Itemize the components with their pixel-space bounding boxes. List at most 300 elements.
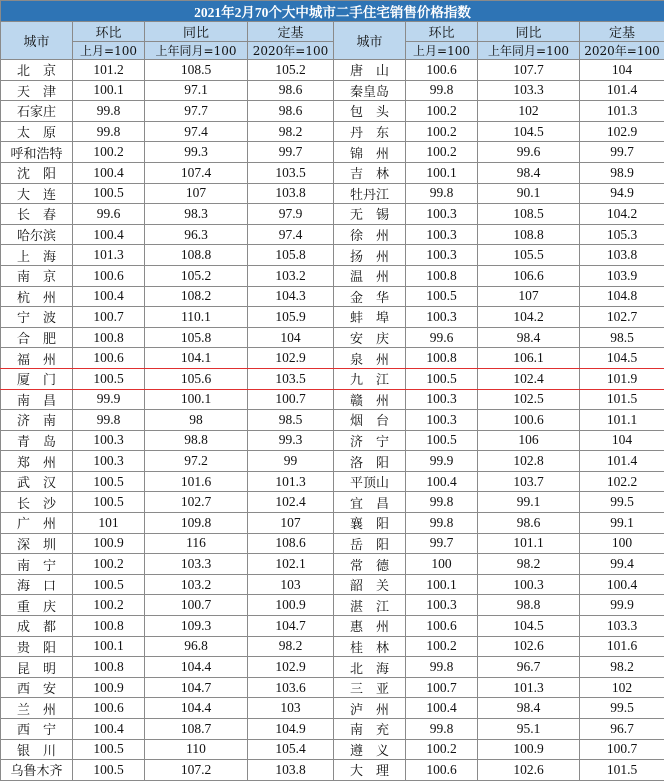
right-city-cell: 遵 义: [334, 739, 406, 760]
right-city-cell: 吉 林: [334, 162, 406, 183]
left-yoy-cell: 100.7: [145, 595, 248, 616]
left-fixed-cell: 98.6: [248, 101, 334, 122]
left-yoy-cell: 103.2: [145, 574, 248, 595]
left-city-cell: 济 南: [1, 410, 73, 431]
left-city-cell: 上 海: [1, 245, 73, 266]
right-city-cell: 锦 州: [334, 142, 406, 163]
left-city-cell: 石家庄: [1, 101, 73, 122]
right-yoy-cell: 107: [478, 286, 580, 307]
right-yoy-cell: 100.3: [478, 574, 580, 595]
left-fixed-cell: 103: [248, 698, 334, 719]
table-row: [1, 410, 664, 431]
right-mom-cell: 100.8: [406, 265, 478, 286]
right-city-cell: 九 江: [334, 368, 406, 389]
mom-subheader-right: 上月=100: [406, 42, 478, 60]
right-mom-cell: 100.3: [406, 224, 478, 245]
left-mom-cell: 100.8: [73, 327, 145, 348]
table-row: [1, 657, 664, 678]
left-fixed-cell: 103.8: [248, 183, 334, 204]
right-city-cell: 徐 州: [334, 224, 406, 245]
right-mom-cell: 99.8: [406, 492, 478, 513]
table-row: [1, 636, 664, 657]
left-mom-cell: 101.3: [73, 245, 145, 266]
left-yoy-cell: 96.8: [145, 636, 248, 657]
right-yoy-cell: 107.7: [478, 60, 580, 81]
left-mom-cell: 100.4: [73, 224, 145, 245]
left-fixed-cell: 100.9: [248, 595, 334, 616]
left-fixed-cell: 103.5: [248, 368, 334, 389]
table-row: [1, 739, 664, 760]
table-row: [1, 368, 664, 389]
table-row: [1, 348, 664, 369]
left-fixed-cell: 105.4: [248, 739, 334, 760]
left-yoy-cell: 108.5: [145, 60, 248, 81]
right-yoy-cell: 95.1: [478, 719, 580, 740]
right-yoy-cell: 105.5: [478, 245, 580, 266]
table-row: [1, 60, 664, 81]
right-mom-cell: 100.2: [406, 101, 478, 122]
left-yoy-cell: 109.8: [145, 513, 248, 534]
right-city-cell: 平顶山: [334, 471, 406, 492]
left-mom-cell: 100.7: [73, 307, 145, 328]
left-fixed-cell: 102.9: [248, 657, 334, 678]
right-mom-cell: 99.8: [406, 719, 478, 740]
left-yoy-cell: 109.3: [145, 616, 248, 637]
yoy-subheader-right: 上年同月=100: [478, 42, 580, 60]
table-row: [1, 101, 664, 122]
left-yoy-cell: 107.4: [145, 162, 248, 183]
right-city-cell: 宜 昌: [334, 492, 406, 513]
right-yoy-cell: 102.6: [478, 760, 580, 781]
right-fixed-cell: 99.7: [580, 142, 664, 163]
table-title: 2021年2月70个大中城市二手住宅销售价格指数: [1, 1, 664, 22]
yoy-header-right: 同比: [478, 22, 580, 42]
left-fixed-cell: 108.6: [248, 533, 334, 554]
right-mom-cell: 100.3: [406, 410, 478, 431]
right-fixed-cell: 99.5: [580, 698, 664, 719]
right-fixed-cell: 102.2: [580, 471, 664, 492]
right-city-cell: 洛 阳: [334, 451, 406, 472]
left-city-cell: 西 安: [1, 677, 73, 698]
right-city-cell: 桂 林: [334, 636, 406, 657]
left-fixed-cell: 103.6: [248, 677, 334, 698]
left-city-cell: 杭 州: [1, 286, 73, 307]
left-city-cell: 银 川: [1, 739, 73, 760]
left-yoy-cell: 98: [145, 410, 248, 431]
table-row: [1, 492, 664, 513]
right-city-cell: 赣 州: [334, 389, 406, 410]
yoy-header-left: 同比: [145, 22, 248, 42]
left-city-cell: 西 宁: [1, 719, 73, 740]
left-mom-cell: 100.1: [73, 636, 145, 657]
left-yoy-cell: 97.2: [145, 451, 248, 472]
right-city-cell: 秦皇岛: [334, 80, 406, 101]
left-fixed-cell: 98.2: [248, 636, 334, 657]
right-city-cell: 无 锡: [334, 204, 406, 225]
left-city-cell: 海 口: [1, 574, 73, 595]
table-row: [1, 451, 664, 472]
right-yoy-cell: 106.1: [478, 348, 580, 369]
left-fixed-cell: 98.2: [248, 121, 334, 142]
left-fixed-cell: 98.5: [248, 410, 334, 431]
left-mom-cell: 99.9: [73, 389, 145, 410]
left-mom-cell: 100.8: [73, 657, 145, 678]
left-fixed-cell: 97.4: [248, 224, 334, 245]
left-city-cell: 武 汉: [1, 471, 73, 492]
right-mom-cell: 100.7: [406, 677, 478, 698]
table-row: [1, 327, 664, 348]
right-fixed-cell: 104.5: [580, 348, 664, 369]
left-mom-cell: 100.9: [73, 677, 145, 698]
table-row: [1, 121, 664, 142]
table-body: [1, 60, 664, 781]
right-yoy-cell: 103.7: [478, 471, 580, 492]
right-city-cell: 安 庆: [334, 327, 406, 348]
left-yoy-cell: 104.7: [145, 677, 248, 698]
right-mom-cell: 100.5: [406, 430, 478, 451]
left-fixed-cell: 102.1: [248, 554, 334, 575]
mom-subheader-left: 上月=100: [73, 42, 145, 60]
left-yoy-cell: 98.8: [145, 430, 248, 451]
left-mom-cell: 99.8: [73, 410, 145, 431]
left-mom-cell: 100.9: [73, 533, 145, 554]
left-mom-cell: 100.5: [73, 492, 145, 513]
left-mom-cell: 101: [73, 513, 145, 534]
right-city-cell: 北 海: [334, 657, 406, 678]
left-yoy-cell: 110: [145, 739, 248, 760]
right-fixed-cell: 104: [580, 60, 664, 81]
city-header-left: 城市: [1, 22, 73, 60]
left-fixed-cell: 104.7: [248, 616, 334, 637]
left-fixed-cell: 101.3: [248, 471, 334, 492]
right-fixed-cell: 94.9: [580, 183, 664, 204]
left-city-cell: 厦 门: [1, 368, 73, 389]
right-city-cell: 泸 州: [334, 698, 406, 719]
right-fixed-cell: 104: [580, 430, 664, 451]
right-mom-cell: 100.2: [406, 739, 478, 760]
left-yoy-cell: 107: [145, 183, 248, 204]
left-fixed-cell: 99.7: [248, 142, 334, 163]
right-yoy-cell: 101.1: [478, 533, 580, 554]
table-row: [1, 183, 664, 204]
right-fixed-cell: 102.9: [580, 121, 664, 142]
right-fixed-cell: 103.9: [580, 265, 664, 286]
right-city-cell: 泉 州: [334, 348, 406, 369]
left-fixed-cell: 103.5: [248, 162, 334, 183]
left-mom-cell: 100.2: [73, 554, 145, 575]
table-row: [1, 471, 664, 492]
left-yoy-cell: 105.2: [145, 265, 248, 286]
right-city-cell: 南 充: [334, 719, 406, 740]
right-fixed-cell: 99.9: [580, 595, 664, 616]
left-yoy-cell: 108.8: [145, 245, 248, 266]
left-city-cell: 成 都: [1, 616, 73, 637]
left-city-cell: 广 州: [1, 513, 73, 534]
left-mom-cell: 99.8: [73, 121, 145, 142]
left-yoy-cell: 104.1: [145, 348, 248, 369]
left-yoy-cell: 97.7: [145, 101, 248, 122]
left-city-cell: 重 庆: [1, 595, 73, 616]
right-mom-cell: 100.6: [406, 60, 478, 81]
left-fixed-cell: 99.3: [248, 430, 334, 451]
right-city-cell: 蚌 埠: [334, 307, 406, 328]
right-fixed-cell: 101.4: [580, 451, 664, 472]
right-fixed-cell: 99.4: [580, 554, 664, 575]
right-yoy-cell: 98.2: [478, 554, 580, 575]
left-yoy-cell: 98.3: [145, 204, 248, 225]
right-yoy-cell: 98.8: [478, 595, 580, 616]
left-city-cell: 长 沙: [1, 492, 73, 513]
left-yoy-cell: 108.7: [145, 719, 248, 740]
right-city-cell: 牡丹江: [334, 183, 406, 204]
right-fixed-cell: 99.5: [580, 492, 664, 513]
right-city-cell: 湛 江: [334, 595, 406, 616]
mom-header-left: 环比: [73, 22, 145, 42]
right-fixed-cell: 101.4: [580, 80, 664, 101]
left-city-cell: 兰 州: [1, 698, 73, 719]
table-row: [1, 574, 664, 595]
left-fixed-cell: 97.9: [248, 204, 334, 225]
left-yoy-cell: 107.2: [145, 760, 248, 781]
left-city-cell: 太 原: [1, 121, 73, 142]
yoy-subheader-left: 上年同月=100: [145, 42, 248, 60]
right-fixed-cell: 98.5: [580, 327, 664, 348]
right-yoy-cell: 106: [478, 430, 580, 451]
left-city-cell: 贵 阳: [1, 636, 73, 657]
right-mom-cell: 100.1: [406, 162, 478, 183]
right-fixed-cell: 98.2: [580, 657, 664, 678]
right-yoy-cell: 103.3: [478, 80, 580, 101]
right-mom-cell: 100.2: [406, 142, 478, 163]
right-mom-cell: 100.4: [406, 471, 478, 492]
left-city-cell: 沈 阳: [1, 162, 73, 183]
left-city-cell: 合 肥: [1, 327, 73, 348]
right-city-cell: 襄 阳: [334, 513, 406, 534]
left-city-cell: 青 岛: [1, 430, 73, 451]
left-fixed-cell: 99: [248, 451, 334, 472]
left-city-cell: 呼和浩特: [1, 142, 73, 163]
right-yoy-cell: 102: [478, 101, 580, 122]
left-fixed-cell: 102.4: [248, 492, 334, 513]
left-yoy-cell: 99.3: [145, 142, 248, 163]
right-mom-cell: 100.1: [406, 574, 478, 595]
right-fixed-cell: 104.8: [580, 286, 664, 307]
left-fixed-cell: 103.2: [248, 265, 334, 286]
left-mom-cell: 100.3: [73, 451, 145, 472]
table-row: [1, 760, 664, 781]
left-city-cell: 哈尔滨: [1, 224, 73, 245]
right-fixed-cell: 103.8: [580, 245, 664, 266]
right-fixed-cell: 100: [580, 533, 664, 554]
right-fixed-cell: 99.1: [580, 513, 664, 534]
left-fixed-cell: 104.9: [248, 719, 334, 740]
right-city-cell: 济 宁: [334, 430, 406, 451]
right-fixed-cell: 102: [580, 677, 664, 698]
right-mom-cell: 100.4: [406, 698, 478, 719]
table-row: [1, 265, 664, 286]
left-mom-cell: 100.6: [73, 348, 145, 369]
right-yoy-cell: 101.3: [478, 677, 580, 698]
right-city-cell: 三 亚: [334, 677, 406, 698]
left-mom-cell: 100.1: [73, 80, 145, 101]
table-row: [1, 677, 664, 698]
left-mom-cell: 100.2: [73, 142, 145, 163]
table-row: [1, 616, 664, 637]
right-mom-cell: 100.5: [406, 286, 478, 307]
left-yoy-cell: 103.3: [145, 554, 248, 575]
left-yoy-cell: 101.6: [145, 471, 248, 492]
left-yoy-cell: 105.6: [145, 368, 248, 389]
left-yoy-cell: 100.1: [145, 389, 248, 410]
right-city-cell: 韶 关: [334, 574, 406, 595]
right-city-cell: 常 德: [334, 554, 406, 575]
right-yoy-cell: 98.4: [478, 162, 580, 183]
right-mom-cell: 100.2: [406, 636, 478, 657]
right-fixed-cell: 103.3: [580, 616, 664, 637]
table-row: [1, 245, 664, 266]
left-city-cell: 南 昌: [1, 389, 73, 410]
right-mom-cell: 99.8: [406, 80, 478, 101]
left-city-cell: 福 州: [1, 348, 73, 369]
left-mom-cell: 100.5: [73, 183, 145, 204]
right-yoy-cell: 100.6: [478, 410, 580, 431]
left-yoy-cell: 108.2: [145, 286, 248, 307]
right-fixed-cell: 96.7: [580, 719, 664, 740]
right-mom-cell: 100.3: [406, 204, 478, 225]
right-fixed-cell: 104.2: [580, 204, 664, 225]
right-yoy-cell: 99.6: [478, 142, 580, 163]
right-yoy-cell: 98.4: [478, 327, 580, 348]
left-mom-cell: 100.5: [73, 739, 145, 760]
fixed-subheader-right: 2020年=100: [580, 42, 664, 60]
left-yoy-cell: 105.8: [145, 327, 248, 348]
right-mom-cell: 100.3: [406, 245, 478, 266]
right-fixed-cell: 100.7: [580, 739, 664, 760]
left-mom-cell: 101.2: [73, 60, 145, 81]
left-mom-cell: 100.2: [73, 595, 145, 616]
left-yoy-cell: 97.1: [145, 80, 248, 101]
right-yoy-cell: 90.1: [478, 183, 580, 204]
left-mom-cell: 100.5: [73, 760, 145, 781]
left-yoy-cell: 110.1: [145, 307, 248, 328]
left-yoy-cell: 96.3: [145, 224, 248, 245]
right-yoy-cell: 102.8: [478, 451, 580, 472]
left-city-cell: 天 津: [1, 80, 73, 101]
right-mom-cell: 100: [406, 554, 478, 575]
right-mom-cell: 100.5: [406, 368, 478, 389]
left-fixed-cell: 100.7: [248, 389, 334, 410]
right-fixed-cell: 100.4: [580, 574, 664, 595]
table-row: [1, 554, 664, 575]
right-yoy-cell: 96.7: [478, 657, 580, 678]
right-yoy-cell: 99.1: [478, 492, 580, 513]
table-row: [1, 307, 664, 328]
left-fixed-cell: 105.2: [248, 60, 334, 81]
right-fixed-cell: 101.3: [580, 101, 664, 122]
left-city-cell: 南 京: [1, 265, 73, 286]
fixed-header-right: 定基: [580, 22, 664, 42]
right-mom-cell: 100.2: [406, 121, 478, 142]
right-mom-cell: 100.8: [406, 348, 478, 369]
right-yoy-cell: 102.6: [478, 636, 580, 657]
left-city-cell: 郑 州: [1, 451, 73, 472]
right-mom-cell: 99.7: [406, 533, 478, 554]
right-yoy-cell: 104.5: [478, 616, 580, 637]
left-city-cell: 长 春: [1, 204, 73, 225]
left-fixed-cell: 104.3: [248, 286, 334, 307]
table-row: [1, 430, 664, 451]
left-fixed-cell: 107: [248, 513, 334, 534]
table-row: [1, 286, 664, 307]
right-yoy-cell: 98.6: [478, 513, 580, 534]
right-mom-cell: 99.6: [406, 327, 478, 348]
table-row: [1, 389, 664, 410]
left-mom-cell: 99.8: [73, 101, 145, 122]
right-fixed-cell: 101.1: [580, 410, 664, 431]
left-mom-cell: 100.5: [73, 574, 145, 595]
right-city-cell: 烟 台: [334, 410, 406, 431]
table-row: [1, 204, 664, 225]
right-mom-cell: 100.6: [406, 616, 478, 637]
left-city-cell: 宁 波: [1, 307, 73, 328]
table-row: [1, 719, 664, 740]
left-mom-cell: 100.5: [73, 471, 145, 492]
right-fixed-cell: 98.9: [580, 162, 664, 183]
table-row: [1, 80, 664, 101]
right-mom-cell: 100.3: [406, 307, 478, 328]
right-mom-cell: 100.3: [406, 595, 478, 616]
left-yoy-cell: 104.4: [145, 698, 248, 719]
right-fixed-cell: 101.9: [580, 368, 664, 389]
city-header-right: 城市: [334, 22, 406, 60]
left-fixed-cell: 104: [248, 327, 334, 348]
left-fixed-cell: 103: [248, 574, 334, 595]
left-fixed-cell: 102.9: [248, 348, 334, 369]
left-yoy-cell: 102.7: [145, 492, 248, 513]
left-fixed-cell: 103.8: [248, 760, 334, 781]
left-mom-cell: 100.4: [73, 286, 145, 307]
right-city-cell: 岳 阳: [334, 533, 406, 554]
left-fixed-cell: 105.8: [248, 245, 334, 266]
right-fixed-cell: 101.5: [580, 760, 664, 781]
right-yoy-cell: 102.4: [478, 368, 580, 389]
left-mom-cell: 100.6: [73, 265, 145, 286]
fixed-header-left: 定基: [248, 22, 334, 42]
left-city-cell: 乌鲁木齐: [1, 760, 73, 781]
left-mom-cell: 100.3: [73, 430, 145, 451]
right-fixed-cell: 102.7: [580, 307, 664, 328]
left-mom-cell: 100.4: [73, 719, 145, 740]
left-city-cell: 南 宁: [1, 554, 73, 575]
table-row: [1, 533, 664, 554]
left-city-cell: 大 连: [1, 183, 73, 204]
right-fixed-cell: 105.3: [580, 224, 664, 245]
right-yoy-cell: 108.5: [478, 204, 580, 225]
right-mom-cell: 100.3: [406, 389, 478, 410]
left-fixed-cell: 98.6: [248, 80, 334, 101]
left-yoy-cell: 97.4: [145, 121, 248, 142]
right-city-cell: 包 头: [334, 101, 406, 122]
left-mom-cell: 100.4: [73, 162, 145, 183]
left-mom-cell: 100.6: [73, 698, 145, 719]
table-row: [1, 513, 664, 534]
left-mom-cell: 100.5: [73, 368, 145, 389]
right-city-cell: 惠 州: [334, 616, 406, 637]
left-fixed-cell: 105.9: [248, 307, 334, 328]
right-fixed-cell: 101.5: [580, 389, 664, 410]
table-row: [1, 162, 664, 183]
table-row: [1, 698, 664, 719]
